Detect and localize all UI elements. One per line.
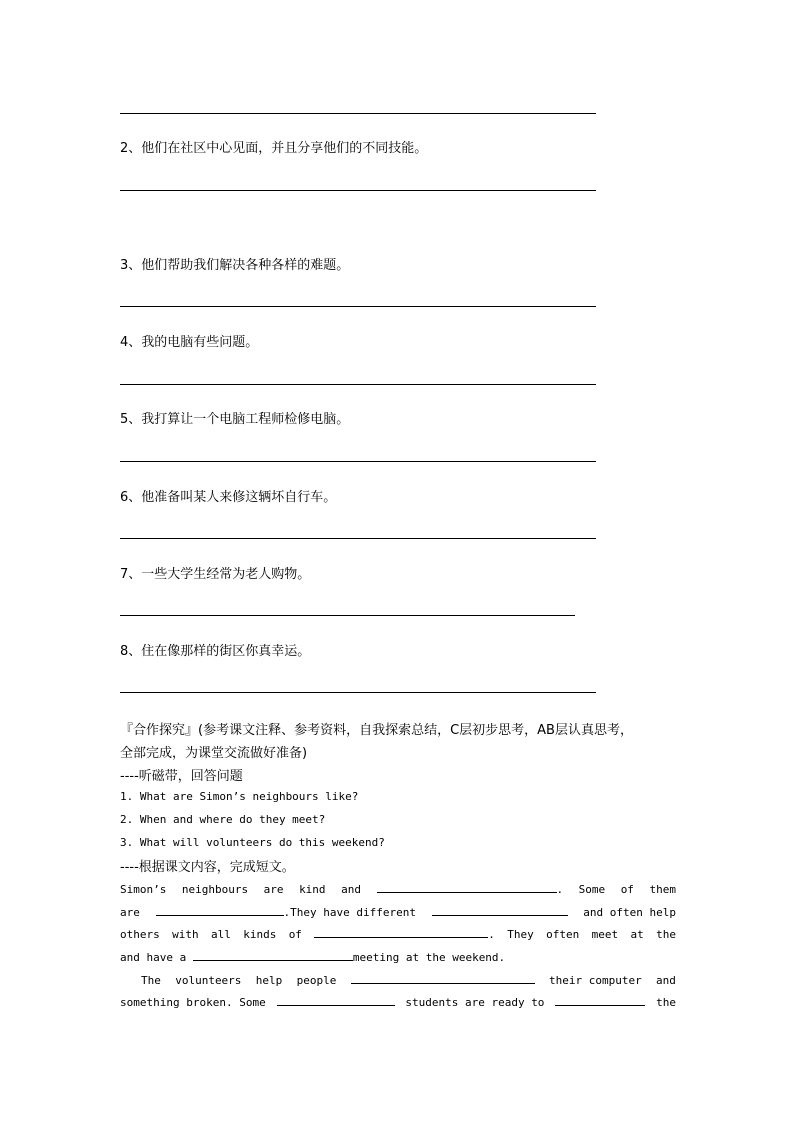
cloze-row xyxy=(120,994,676,1009)
question-4: 4、我的电脑有些问题。 xyxy=(120,335,259,350)
cloze-word: are xyxy=(263,883,284,896)
cloze-word: all xyxy=(210,928,231,941)
question-2: 2、他们在社区中心见面，并且分享他们的不同技能。 xyxy=(120,141,428,156)
cloze-word: students are ready to xyxy=(405,996,545,1009)
cloze-word: them xyxy=(649,883,676,896)
cloze-word: and have a xyxy=(120,951,187,964)
section-heading: 『合作探究』(参考课文注释、参考资料，自我探索总结，C层初步思考，AB层认真思考， xyxy=(120,723,633,738)
cloze-blank[interactable] xyxy=(277,994,395,1006)
cloze-row xyxy=(120,904,676,919)
cloze-blank[interactable] xyxy=(377,881,557,893)
question-7: 7、一些大学生经常为老人购物。 xyxy=(120,567,311,582)
answer-line[interactable] xyxy=(120,538,596,539)
cloze-blank[interactable] xyxy=(193,949,353,961)
answer-line[interactable] xyxy=(120,461,596,462)
cloze-row xyxy=(120,949,505,964)
cloze-word: and xyxy=(341,883,361,896)
listen-question: 3. What will volunteers do this weekend? xyxy=(120,836,385,849)
cloze-word: at xyxy=(630,928,644,941)
cloze-word: . xyxy=(488,928,495,941)
cloze-row xyxy=(120,881,676,896)
listen-question: 1. What are Simon’s neighbours like? xyxy=(120,790,359,803)
cloze-blank[interactable] xyxy=(314,926,488,938)
cloze-word: neighbours xyxy=(181,883,249,896)
question-3: 3、他们帮助我们解决各种各样的难题。 xyxy=(120,258,350,273)
answer-line[interactable] xyxy=(120,113,596,114)
cloze-row xyxy=(120,926,676,941)
listen-heading: ----听磁带，回答问题 xyxy=(120,769,243,784)
cloze-word: people xyxy=(296,974,337,987)
cloze-blank[interactable] xyxy=(432,904,568,916)
cloze-word: volunteers xyxy=(175,974,242,987)
answer-line[interactable] xyxy=(120,615,575,616)
cloze-word: of xyxy=(620,883,634,896)
cloze-word: . xyxy=(556,883,564,896)
cloze-word: kind xyxy=(299,883,326,896)
cloze-word: and often help xyxy=(583,906,676,919)
question-6: 6、他准备叫某人来修这辆坏自行车。 xyxy=(120,490,337,505)
cloze-word: help xyxy=(255,974,283,987)
cloze-word: Some xyxy=(578,883,606,896)
cloze-word: often xyxy=(546,928,580,941)
cloze-word: are xyxy=(120,906,140,919)
answer-line[interactable] xyxy=(120,692,596,693)
cloze-word: .They have different xyxy=(283,906,416,919)
answer-line[interactable] xyxy=(120,190,596,191)
cloze-word: They xyxy=(507,928,534,941)
cloze-blank[interactable] xyxy=(555,994,645,1006)
cloze-word: meet xyxy=(591,928,619,941)
cloze-word: the xyxy=(656,996,676,1009)
cloze-word: kinds xyxy=(243,928,277,941)
cloze-word: others xyxy=(120,928,160,941)
cloze-word: something broken. Some xyxy=(120,996,266,1009)
cloze-heading: ----根据课文内容，完成短文。 xyxy=(120,860,295,875)
question-5: 5、我打算让一个电脑工程师检修电脑。 xyxy=(120,412,350,427)
cloze-word: their computer xyxy=(549,974,642,987)
cloze-word: the xyxy=(656,928,676,941)
answer-line[interactable] xyxy=(120,306,596,307)
cloze-word: The xyxy=(141,974,161,987)
cloze-word: of xyxy=(288,928,302,941)
cloze-word: meeting at the weekend. xyxy=(352,951,506,964)
answer-line[interactable] xyxy=(120,384,596,385)
cloze-blank[interactable] xyxy=(351,972,535,984)
cloze-word: with xyxy=(172,928,199,941)
cloze-blank[interactable] xyxy=(156,904,284,916)
cloze-word: Simon’s xyxy=(120,883,167,896)
cloze-row xyxy=(141,972,676,987)
question-8: 8、住在像那样的街区你真幸运。 xyxy=(120,644,311,659)
listen-question: 2. When and where do they meet? xyxy=(120,813,326,826)
section-heading-cont: 全部完成，为课堂交流做好准备) xyxy=(120,746,308,761)
cloze-word: and xyxy=(656,974,676,987)
